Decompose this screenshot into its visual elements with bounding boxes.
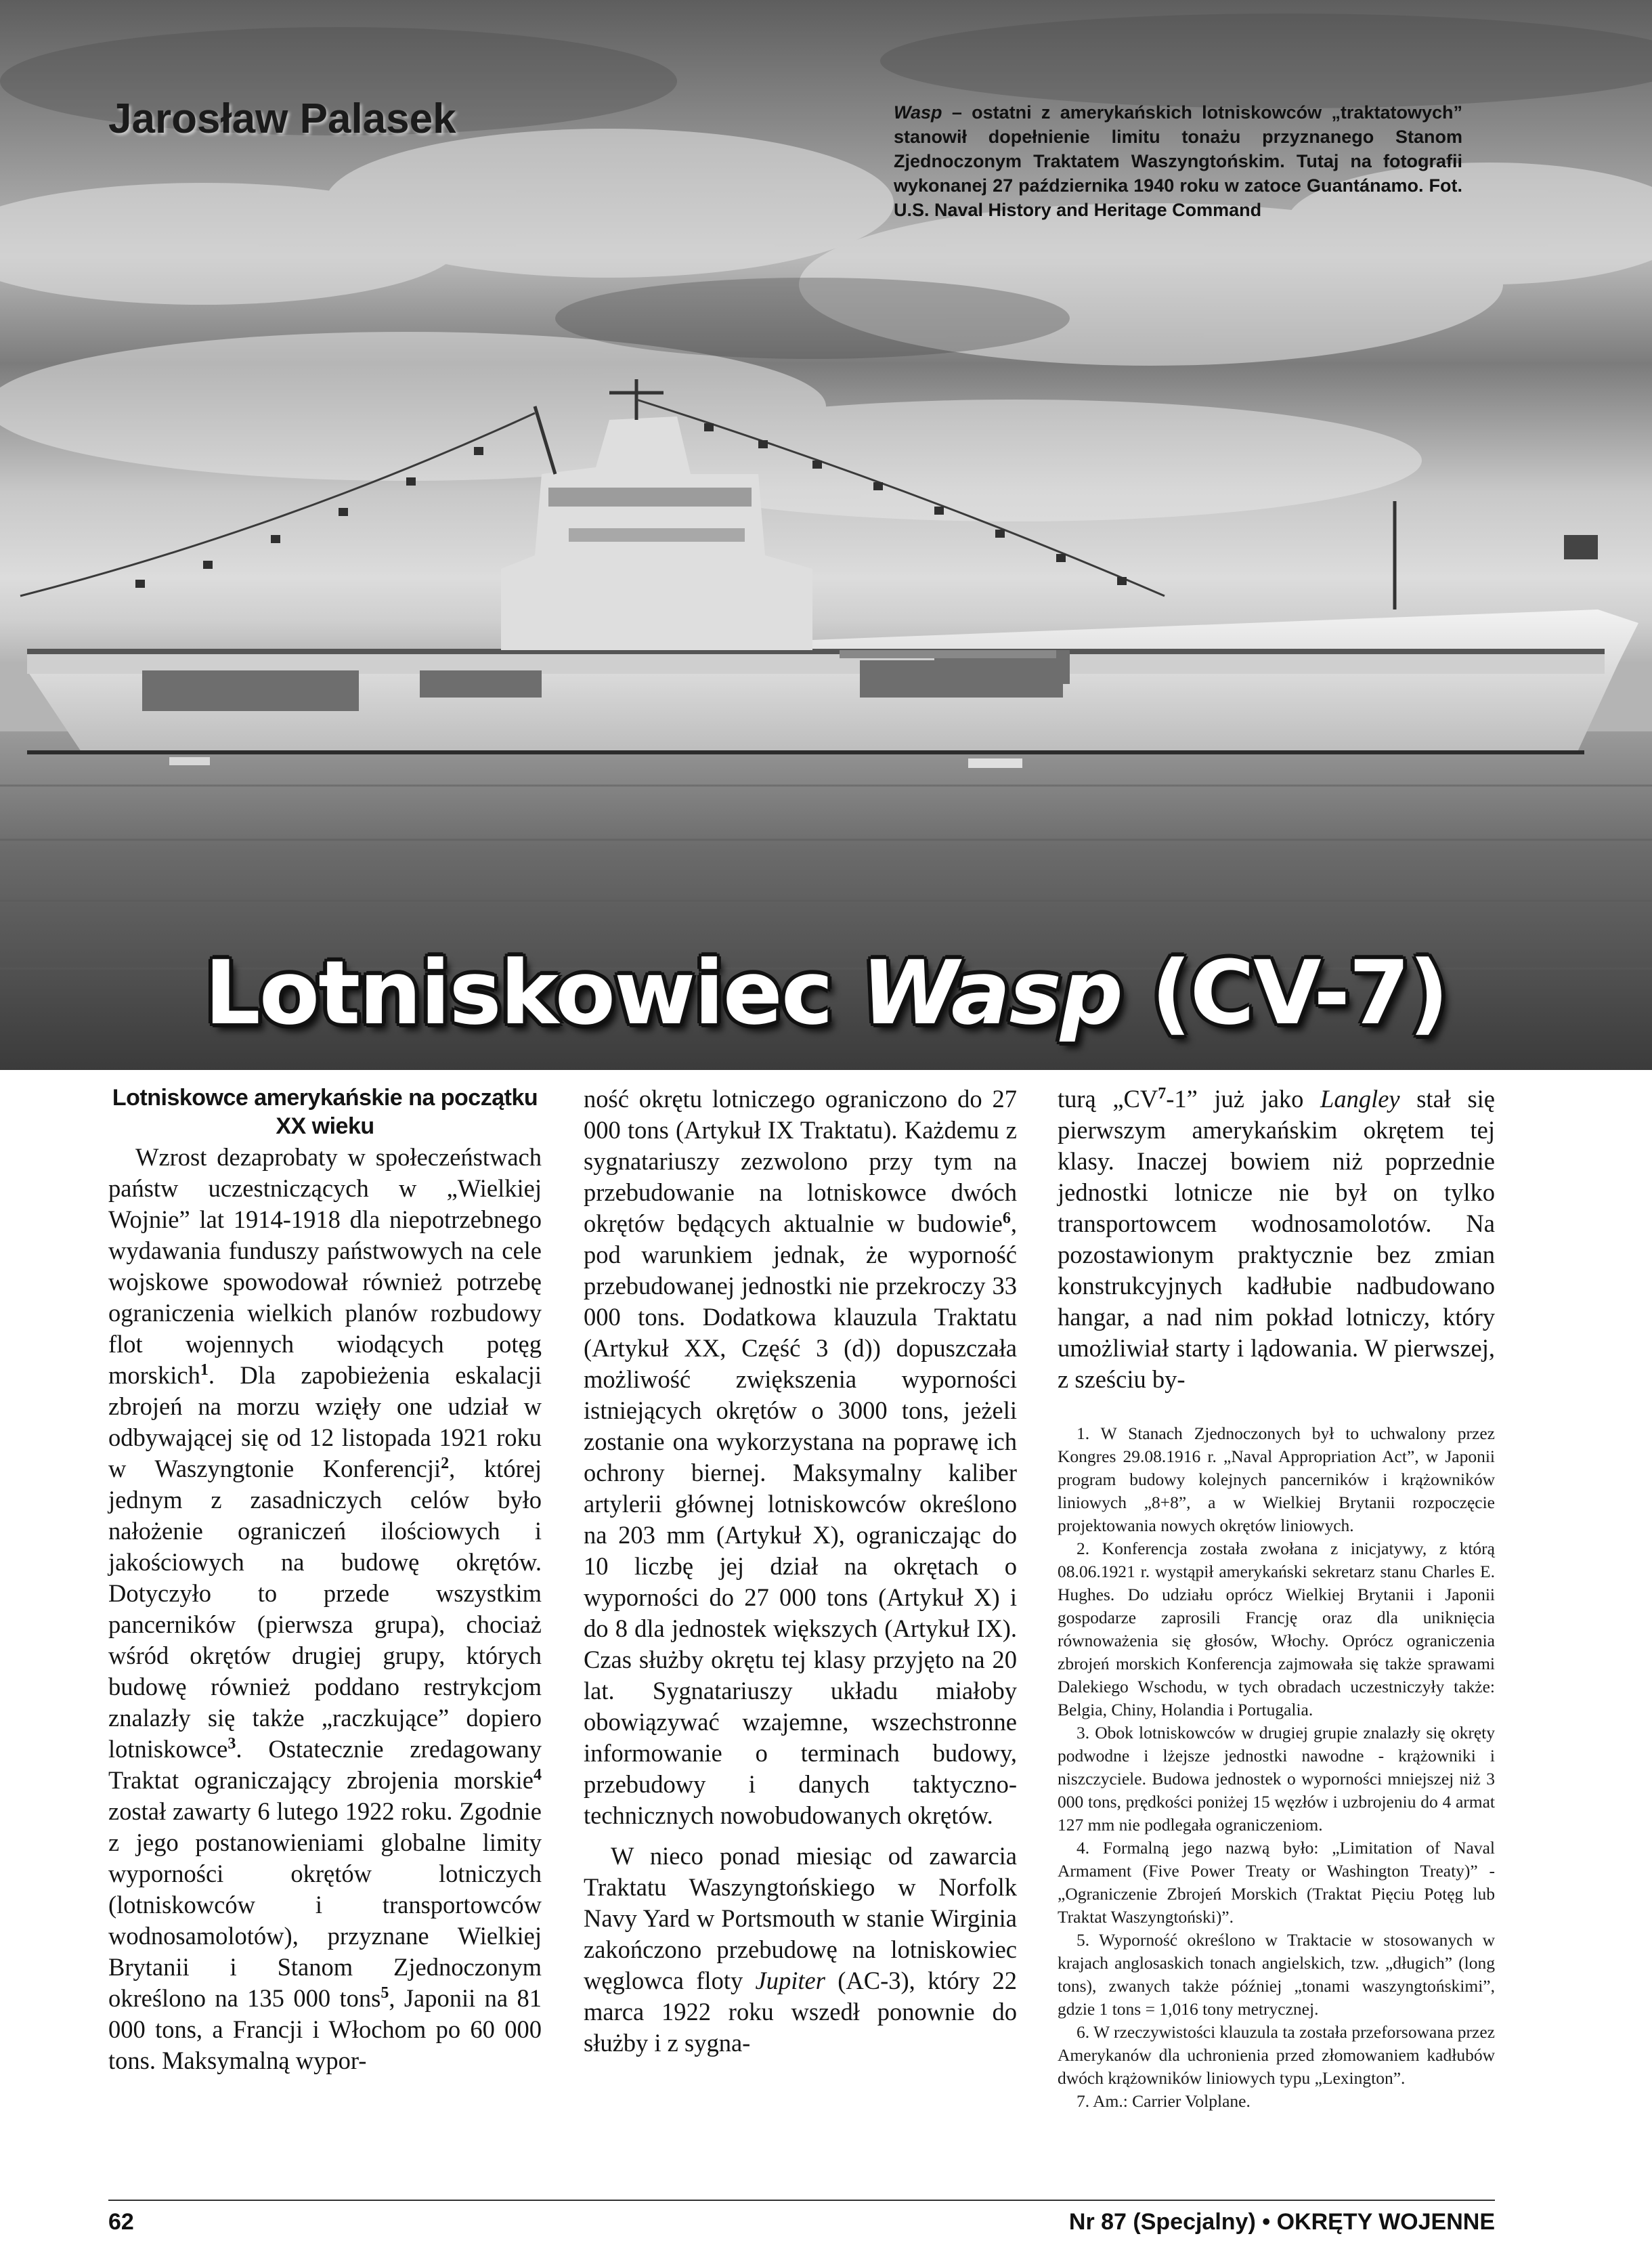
text-column-3 (1058, 1084, 1495, 1395)
footnote: 3. Obok lotniskowców w drugiej grupie znalazły się okręty podwodne i lżejsze jednostki nawodne - krążowniki i niszczyciele. Budowa jednostek o wyporności mniejszej niż 3 000 tons, prędkości poniżej 15 węzłów i uzbrojeniu do 4 armat 127 mm nie podlegała ograniczeniom. (1058, 1723, 1495, 1835)
text-run: -1” już jako (1166, 1085, 1321, 1113)
magazine-issue: Nr 87 (Specjalny) • OKRĘTY WOJENNE (1068, 2209, 1495, 2235)
footnote-ref: 3 (227, 1734, 236, 1753)
author-name: Jarosław Palasek (108, 95, 456, 142)
photo-caption (894, 100, 1462, 222)
footnote: 1. W Stanach Zjednoczonych był to uchwalony przez Kongres 29.08.1916 r. „Naval Appropriation Act”, w Japonii program budowy kolejnych pancerników i krążowników liniowych „8+8”, a w Wielkiej Brytanii rozpoczęcie projektowania nowych okrętów liniowych. (1058, 1423, 1495, 1535)
ship-name: Jupiter (755, 1967, 825, 1994)
footnote-ref: 1 (200, 1361, 209, 1379)
text-run: ność okrętu lotniczego ograniczono do 27 000 tons (Artykuł IX Traktatu). Każdemu z sygnatariuszy zezwolono przy tym na przebudowanie na lotniskowce dwóch okrętów będących aktualnie w budowie (584, 1085, 1017, 1237)
text-run: , której jednym z zasadniczych celów było nałożenie ograniczeń ilościowych i jakościowych na budowę okrętów. Dotyczyło to przede wszystkim pancerników (pierwsza grupa), chociaż wśród okrętów drugiej grupy, których budowę również poddano restrykcjom znalazły się także „raczkujące” dopiero lotniskowce (108, 1455, 542, 1763)
article-title (0, 941, 1652, 1044)
footnote-ref: 4 (534, 1765, 542, 1784)
footnote: 2. Konferencja została zwołana z inicjatywy, z którą 08.06.1921 r. wystąpił amerykański sekretarz stanu Charles E. Hughes. Do udziału oprócz Wielkiej Brytanii i Japonii gospodarze zaprosili Francję oraz dla uniknięcia równoważenia się głosów, Włochy. Oprócz ograniczenia zbrojeń morskich Konferencja zajmowała się także sprawami Dalekiego Wschodu, w tych obradach uczestniczyły także: Belgia, Chiny, Holandia i Portugalia. (1058, 1539, 1495, 1719)
footnote: 4. Formalną jego nazwą było: „Limitation of Naval Armament (Five Power Treaty or Washington Treaty)” - „Ograniczenie Zbrojeń Morskich (Traktat Pięciu Potęg lub Traktat Waszyngtoński)”. (1058, 1838, 1495, 1927)
caption-ship-name: Wasp (894, 102, 942, 123)
text-run: , pod warunkiem jednak, że wyporność przebudowanej jednostki nie przekroczy 33 000 tons. Dodatkowa klauzula Traktatu (Artykuł XX, Część 3 (d)) dopuszczała możliwość zwiększenia wyporności istniejących okrętów o 3000 tons, jeżeli zostanie ona wykorzystana na poprawę ich ochrony biernej. Maksymalny kaliber artylerii głównej lotniskowców określono na 203 mm (Artykuł X), ograniczając do 10 liczbę jej dział na okrętach o wyporności do 27 000 tons (Artykuł X) i do 8 dla jednostek większych (Artykuł IX). Czas służby okrętu tej klasy przyjęto na 20 lat. Sygnatariuszy układu miałoby obowiązywać wzajemne, wszechstronne informowanie o terminach budowy, przebudowy i danych taktyczno-technicznych nowobudowanych okrętów. (584, 1209, 1017, 1829)
text-run: . Ostatecznie zredagowany Traktat ograniczający zbrojenia morskie (108, 1735, 542, 1794)
footnotes (1058, 1422, 1495, 2113)
footnote: 7. Am.: Carrier Volplane. (1077, 2091, 1251, 2111)
text-run: stał się pierwszym amerykańskim okrętem tej klasy. Inaczej bowiem niż poprzednie jednostki lotnicze nie był on tylko transportowcem wodnosamolotów. Na pozostawionym praktycznie bez zmian konstrukcyjnych kadłubie nadbudowano hangar, a nad nim pokład lotniczy, który umożliwiał starty i lądowania. W pierwszej, z sześciu by- (1058, 1085, 1495, 1393)
text-run: W nieco ponad miesiąc od zawarcia Traktatu Waszyngtońskiego w Norfolk Navy Yard w Portsmouth w stanie Wirginia zakończono przebudowę na lotniskowiec węglowca floty (584, 1842, 1017, 1994)
title-prefix: Lotniskowiec (204, 941, 862, 1044)
paragraph (584, 1084, 1017, 1831)
paragraph (108, 1142, 542, 2076)
footnote: 6. W rzeczywistości klauzula ta została przeforsowana przez Amerykanów dla uchronienia przed złomowaniem kadłubów dwóch krążowników liniowych typu „Lexington”. (1058, 2022, 1495, 2088)
ship-name: Langley (1320, 1085, 1400, 1113)
paragraph (1058, 1084, 1495, 1395)
text-column-2 (584, 1084, 1017, 2059)
text-run: (AC-3), który 22 marca 1922 roku wszedł ponownie do służby i z sygna- (584, 1967, 1017, 2057)
text-run: został zawarty 6 lutego 1922 roku. Zgodnie z jego postanowieniami globalne limity wyporności okrętów lotniczych (lotniskowców i transportowców wodnosamolotów), przyznane Wielkiej Brytanii i Stanom Zjednoczonym określono na 135 000 tons (108, 1797, 542, 2012)
paragraph (584, 1841, 1017, 2059)
page-number: 62 (108, 2209, 134, 2235)
footer-divider (108, 2200, 1495, 2201)
footnote-ref: 6 (1002, 1209, 1011, 1227)
footnote: 5. Wyporność określono w Traktacie w stosowanych w krajach anglosaskich tonach angielskich, tzw. „długich” (long tons), zwanych także później „tonami waszyngtońskimi”, gdzie 1 tons = 1,016 tony metrycznej. (1058, 1930, 1495, 2019)
text-run: . Dla zapobieżenia eskalacji zbrojeń na morzu wzięły one udział w odbywającej się od 12 listopada 1921 roku w Waszyngtonie Konferencji (108, 1361, 542, 1482)
footnote-ref: 5 (381, 1984, 389, 2002)
text-run: Wzrost dezaprobaty w społeczeństwach państw uczestniczących w „Wielkiej Wojnie” lat 1914-1918 dla niepotrzebnego wydawania funduszy państwowych na cele wojskowe spowodował również potrzebę ograniczenia wielkich planów rozbudowy flot wojennych wiodących potęg morskich (108, 1143, 542, 1389)
title-ship-name: Wasp (861, 941, 1122, 1044)
text-run: , Japonii na 81 000 tons, a Francji i Włochom po 60 000 tons. Maksymalną wypor- (108, 1984, 542, 2074)
hero-photo (0, 0, 1652, 1070)
footnote-ref: 7 (1158, 1084, 1167, 1102)
section-heading: Lotniskowce amerykańskie na początku XX wieku (112, 1085, 538, 1139)
text-run: turą „CV (1058, 1085, 1158, 1113)
caption-text: – ostatni z amerykańskich lotniskowców „traktatowych” stanowił dopełnienie limitu tonażu przyznanego Stanom Zjednoczonym Traktatem Waszyngtońskim. Tutaj na fotografii wykonanej 27 października 1940 roku w zatoce Guantánamo. Fot. U.S. Naval History and Heritage Command (894, 102, 1462, 220)
text-column-1 (108, 1084, 542, 2076)
footnote-ref: 2 (441, 1454, 450, 1472)
title-suffix: (CV-7) (1121, 941, 1448, 1044)
